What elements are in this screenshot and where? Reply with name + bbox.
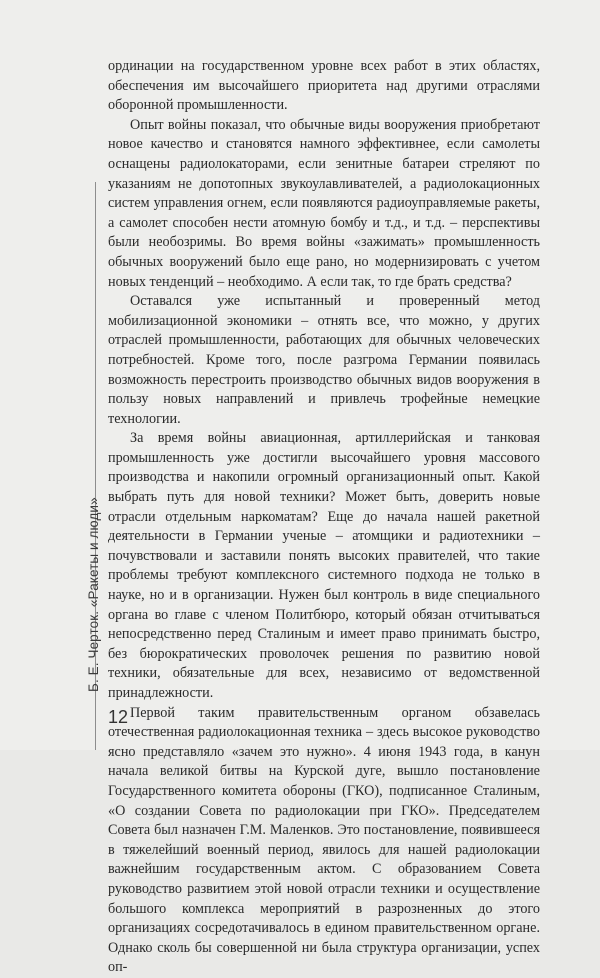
running-title: Б. Е. Черток. «Ракеты и люди» — [86, 497, 101, 692]
paragraph-5: Первой таким правительственным органом обзавелась отечественная радиолокационная техника – здесь высокое руководство ясно представляло «зачем это нужно». 4 июня 1943 года, в канун начала великой битвы на Курской дуге, вышло постановление Государственного комитета обороны (ГКО), подписанное Сталиным, «О создании Совета по радиолокации при ГКО». Председателем Совета был назначен Г.М. Маленков. Это постановление, появившееся в тяжелейший военный период, явилось для нашей радиолокации важнейшим государственным актом. С образованием Совета руководство развитием этой новой отрасли техники и осуществление большого комплекса мероприятий в разрозненных до этого организациях сосредотачивалось в едином правительственном органе. Однако сколь бы совершенной ни была структура организации, успех оп- — [108, 704, 540, 976]
paragraph-3: Оставался уже испытанный и проверенный метод мобилизационной экономики – отнять все, что можно, у других отраслей промышленности, работающих для обычных человеческих потребностей. Кроме того, после разгрома Германии появилась возможность перестроить производство обычных видов вооружения в пользу новых направлений и привлечь трофейные немецкие технологии. — [108, 293, 540, 427]
paragraph-4: За время войны авиационная, артиллерийская и танковая промышленность уже достигли высочайшего уровня массового производства и накопили огромный организационный опыт. Какой выбрать путь для новой техники? Может быть, доверить новые отрасли отдельным наркоматам? Еще до начала нашей ракетной деятельности в Германии ученые – атомщики и радиотехники – почувствовали и заставили понять высоких правителей, что такие проблемы требуют комплексного системного подхода не только в науке, но и в организации. Нужен был контроль в виде специального органа во главе с членом Политбюро, который обязан отчитываться непосредственно перед Сталиным и имеет право принимать быстро, без бюрократических проволочек решения по развитию новой техники, обязательные для всех, независимо от ведомственной принадлежности. — [108, 430, 540, 701]
paragraph-2: Опыт войны показал, что обычные виды вооружения приобретают новое качество и становятся намного эффективнее, если самолеты оснащены радиолокаторами, если зенитные батареи стреляют по указаниям не допотопных звукоулавливателей, а радиолокационных систем управления огнем, если появляются радиоуправляемые ракеты, а самолет способен нести атомную бомбу и т.д., и т.д. – перспективы были необозримы. Во время войны «зажимать» промышленность обычных вооружений было еще рано, но модернизировать с учетом новых тенденций – необходимо. А если так, то где брать средства? — [108, 116, 540, 290]
paragraph-1: ординации на государственном уровне всех работ в этих областях, обеспечения им высочайшего приоритета над другими отраслями оборонной промышленности. — [108, 58, 540, 114]
page-number: 12 — [108, 707, 129, 727]
body-text — [108, 57, 540, 978]
